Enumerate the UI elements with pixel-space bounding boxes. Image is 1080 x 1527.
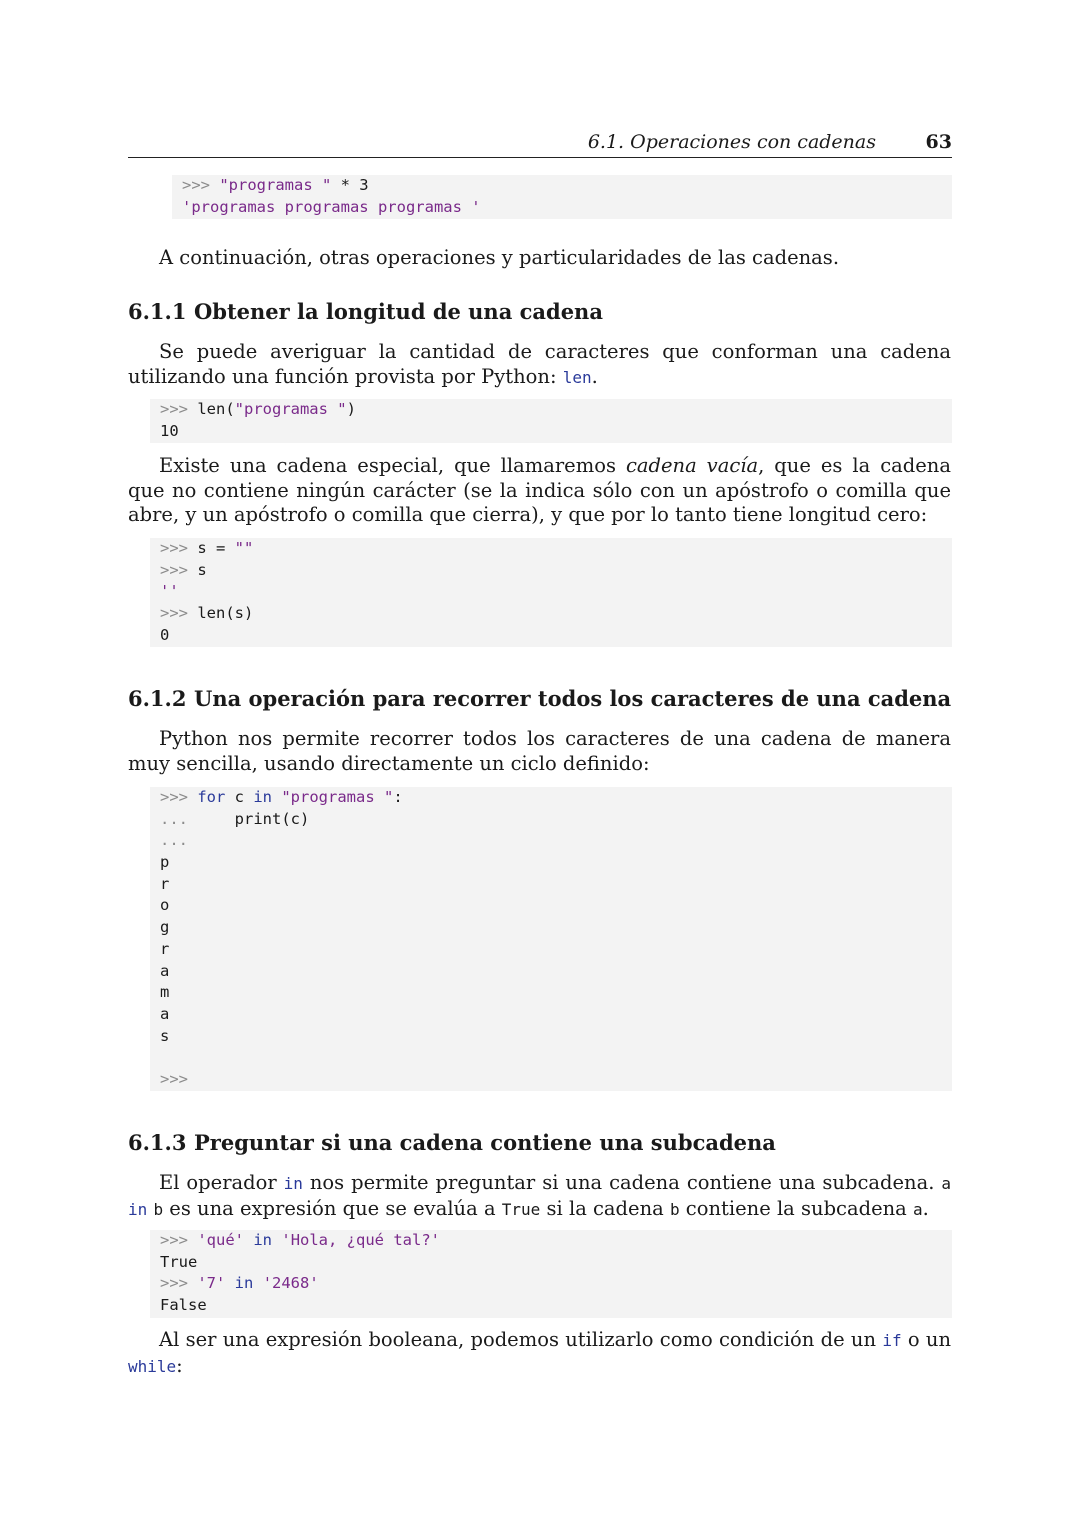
code-token: 'Hola, ¿qué tal?' <box>281 1231 440 1249</box>
code-token: len( <box>197 400 235 418</box>
code-token: 'qué' <box>197 1231 244 1249</box>
code-token: o <box>160 896 170 915</box>
code-token <box>272 788 281 806</box>
code-token: len(s) <box>197 604 254 623</box>
code-token: m <box>160 983 170 1002</box>
code-token <box>272 1231 281 1249</box>
code-block-for <box>150 787 952 1091</box>
paragraph-for-loop: Python nos permite recorrer todos los caracteres de una cadena de manera muy sencilla, usando directamente un ciclo definido: <box>128 727 951 775</box>
code-block-in <box>150 1230 952 1318</box>
code-line <box>160 852 952 874</box>
code-line <box>160 874 952 896</box>
code-line <box>160 421 952 443</box>
paragraph-boolean: Al ser una expresión booleana, podemos utilizarlo como condición de un if o un while: <box>128 1328 951 1377</box>
code-line <box>160 1047 952 1069</box>
paragraph-in-operator: El operador in nos permite preguntar si una cadena contiene una subcadena. a in b es una expresión que se evalúa a True si la cadena b contiene la subcadena a. <box>128 1171 951 1220</box>
code-token: "programas " <box>281 788 394 806</box>
code-token: print(c) <box>234 809 310 828</box>
code-token: g <box>160 918 170 937</box>
code-token: : <box>393 788 403 806</box>
code-token: >>> <box>160 1069 188 1088</box>
code-token: r <box>160 874 170 893</box>
section-heading-611 <box>128 299 603 324</box>
code-token: False <box>160 1296 207 1315</box>
code-line <box>160 1273 952 1295</box>
code-line <box>160 895 952 917</box>
code-line <box>160 809 952 831</box>
code-line <box>160 1252 952 1274</box>
code-token: ) <box>346 400 356 418</box>
section-number: 6.1.2 <box>128 686 187 711</box>
code-token: >>> <box>182 176 220 194</box>
code-token: '' <box>160 582 179 601</box>
code-token: '7' <box>197 1274 226 1293</box>
code-line <box>160 625 952 647</box>
code-block-repeat <box>172 175 952 219</box>
section-number: 6.1.1 <box>128 299 187 324</box>
code-token: >>> <box>160 788 198 806</box>
code-token: s <box>197 560 207 579</box>
code-token: in <box>234 1274 254 1293</box>
code-line <box>182 175 952 197</box>
code-token: s <box>160 1026 170 1045</box>
code-line <box>160 538 952 560</box>
code-line <box>160 939 952 961</box>
code-block-empty <box>150 538 952 647</box>
code-token: 'programas programas programas ' <box>182 197 481 216</box>
code-token <box>225 1274 234 1292</box>
code-line <box>160 560 952 582</box>
code-token: 0 <box>160 625 170 644</box>
section-heading-613 <box>128 1130 776 1155</box>
code-token: a <box>160 1004 170 1023</box>
code-token: '2468' <box>262 1274 319 1293</box>
section-title: Obtener la longitud de una cadena <box>194 299 603 324</box>
code-line <box>160 830 952 852</box>
code-line <box>160 961 952 983</box>
code-token: >>> <box>160 560 198 579</box>
code-token: s = <box>197 539 235 557</box>
code-token: >>> <box>160 400 198 418</box>
code-line <box>182 197 952 219</box>
code-token: in <box>253 1231 273 1249</box>
code-token: 10 <box>160 421 179 440</box>
code-token: c <box>225 788 254 806</box>
code-token: ... <box>160 809 235 828</box>
code-token: >>> <box>160 1231 198 1249</box>
code-line <box>160 982 952 1004</box>
code-token: >>> <box>160 1274 198 1293</box>
paragraph-len: Se puede averiguar la cantidad de caracteres que conforman una cadena utilizando una función provista por Python: len. <box>128 340 951 388</box>
code-token: "" <box>234 539 254 557</box>
section-heading-612 <box>128 686 951 711</box>
code-line <box>160 603 952 625</box>
header-section-title: 6.1. Operaciones con cadenas <box>587 131 876 153</box>
inline-code-len: len <box>562 367 592 387</box>
page-number: 63 <box>925 131 952 153</box>
code-token: a <box>160 961 170 980</box>
section-title: Preguntar si una cadena contiene una subcadena <box>194 1130 776 1155</box>
code-token: ... <box>160 831 188 850</box>
code-line <box>160 399 952 421</box>
code-line <box>160 1026 952 1048</box>
code-token: >>> <box>160 604 198 623</box>
code-token: p <box>160 853 170 872</box>
section-title: Una operación para recorrer todos los caracteres de una cadena <box>194 686 952 711</box>
code-token: for <box>197 788 226 806</box>
section-number: 6.1.3 <box>128 1130 187 1155</box>
term-cadena-vacia: cadena vacía <box>625 454 759 477</box>
code-token: * 3 <box>331 176 369 194</box>
code-token: in <box>253 788 272 806</box>
code-token <box>253 1274 262 1292</box>
paragraph-empty-string: Existe una cadena especial, que llamaremos cadena vacía, que es la cadena que no contiene ningún carácter (se la indica sólo con un apóstrofo o comilla que abre, y un apóstrofo o comilla que cierra), y que por lo tanto tiene longitud cero: <box>128 454 951 527</box>
code-token: r <box>160 939 170 958</box>
code-token <box>244 1231 253 1249</box>
code-line <box>160 917 952 939</box>
code-line <box>160 1069 952 1091</box>
code-token: "programas " <box>234 400 347 418</box>
code-token: True <box>160 1252 198 1271</box>
code-line <box>160 581 952 603</box>
code-line <box>160 1230 952 1252</box>
code-token: "programas " <box>219 176 332 194</box>
intro-paragraph: A continuación, otras operaciones y particularidades de las cadenas. <box>159 246 840 269</box>
code-block-len <box>150 399 952 443</box>
page-header <box>128 128 952 158</box>
code-line <box>160 787 952 809</box>
code-line <box>160 1295 952 1317</box>
code-token: >>> <box>160 539 198 557</box>
code-line <box>160 1004 952 1026</box>
